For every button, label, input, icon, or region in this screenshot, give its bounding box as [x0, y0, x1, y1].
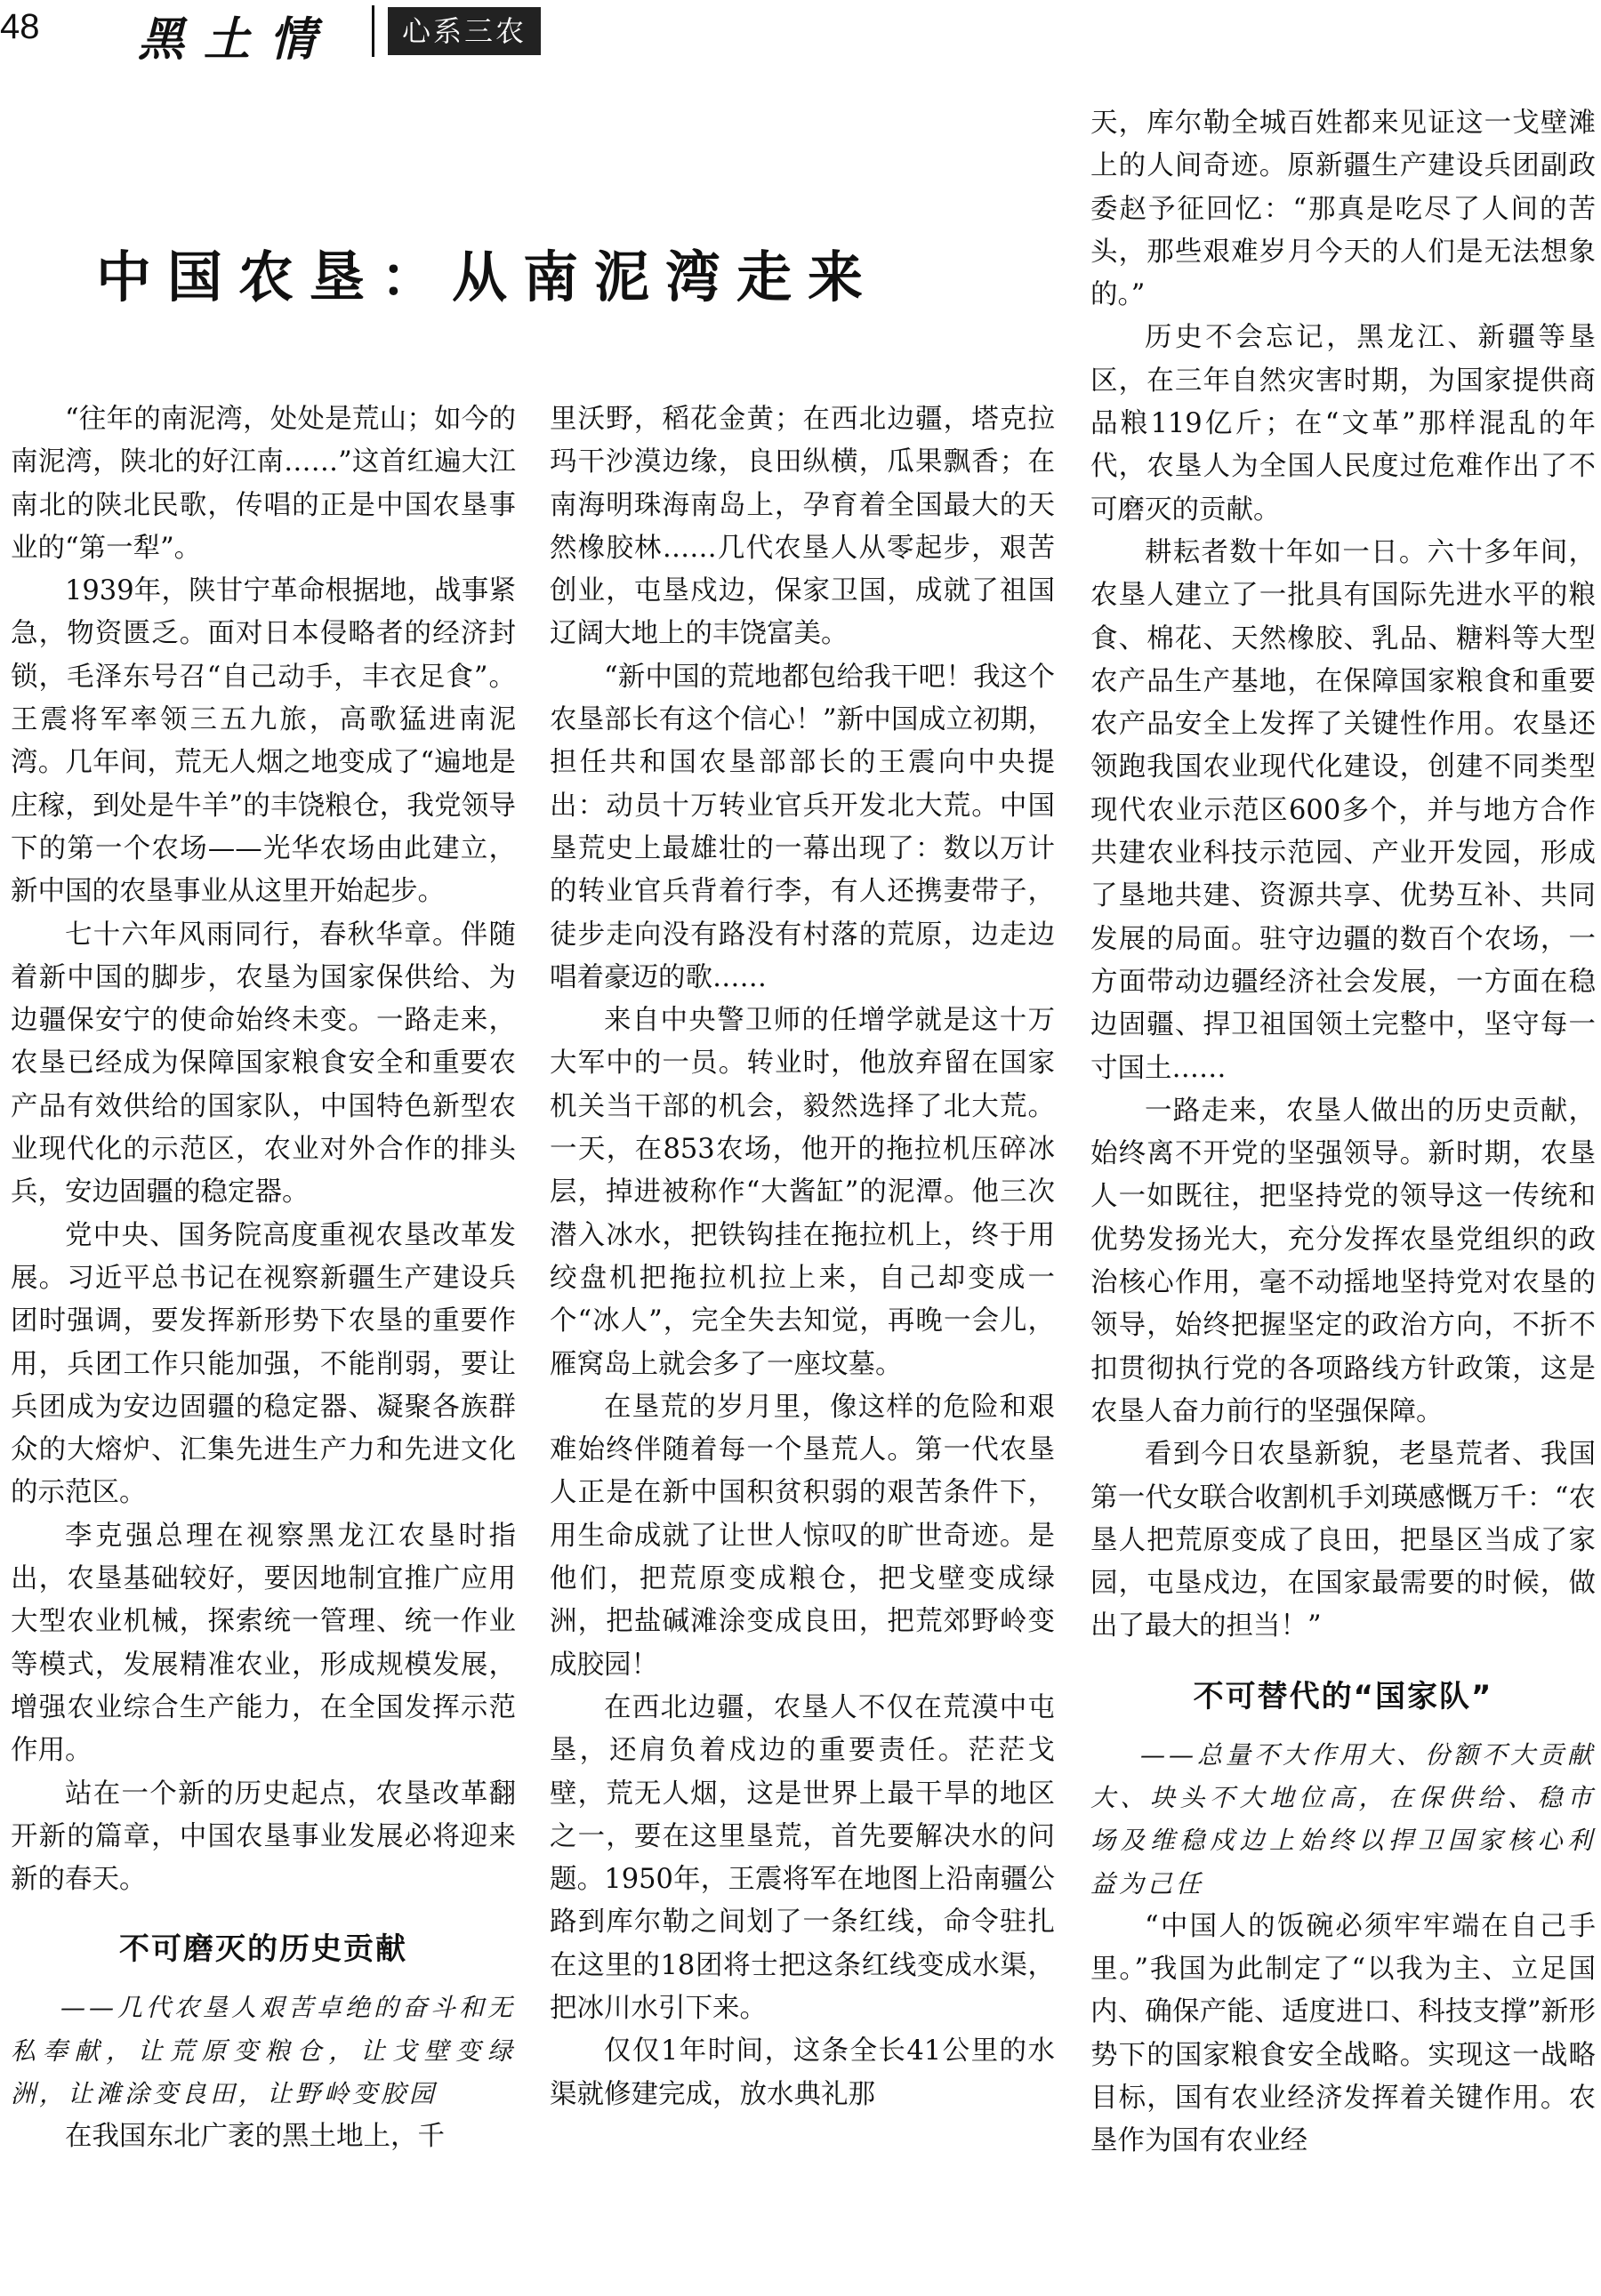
paragraph: 在西北边疆，农垦人不仅在荒漠中屯垦，还肩负着戍边的重要责任。茫茫戈壁，荒无人烟，这是世界上最干旱的地区之一，要在这里垦荒，首先要解决水的问题。1950年，王震将军在地图上沿南疆公路到库尔勒之间划了一条红线，命令驻扎在这里的18团将士把这条红线变成水渠，把冰川水引下来。 — [550, 1691, 1055, 2024]
paragraph: 耕耘者数十年如一日。六十多年间，农垦人建立了一批具有国际先进水平的粮食、棉花、天然橡胶、乳品、糖料等大型农产品生产基地，在保障国家粮食和重要农产品安全上发挥了关键性作用。农垦还领跑我国农业现代化建设，创建不同类型现代农业示范区600多个，并与地方合作共建农业科技示范园、产业开发园，形成了垦地共建、资源共享、优势互补、共同发展的局面。驻守边疆的数百个农场，一方面带动边疆经济社会发展，一方面在稳边固疆、捍卫祖国领土完整中，坚守每一寸国土…… — [1090, 536, 1596, 1084]
paragraph: 七十六年风雨同行，春秋华章。伴随着新中国的脚步，农垦为国家保供给、为边疆保安宁的使命始终未变。一路走来，农垦已经成为保障国家粮食安全和重要农产品有效供给的国家队，中国特色新型农业现代化的示范区，农业对外合作的排头兵，安边固疆的稳定器。 — [11, 919, 516, 1208]
paragraph: 来自中央警卫师的任增学就是这十万大军中的一员。转业时，他放弃留在国家机关当干部的机会，毅然选择了北大荒。一天，在853农场，他开的拖拉机压碎冰层，掉进被称作“大酱缸”的泥潭。他三次潜入冰水，把铁钩挂在拖拉机上，终于用绞盘机把拖拉机拉上来，自己却变成一个“冰人”，完全失去知觉，再晚一会儿，雁窝岛上就会多了一座坟墓。 — [550, 1005, 1055, 1380]
paragraph: 站在一个新的历史起点，农垦改革翻开新的篇章，中国农垦事业发展必将迎来新的春天。 — [11, 1778, 516, 1896]
paragraph-continuation: 天，库尔勒全城百姓都来见证这一戈壁滩上的人间奇迹。原新疆生产建设兵团副政委赵予征回忆：“那真是吃尽了人间的苦头，那些艰难岁月今天的人们是无法想象的。” — [1090, 108, 1596, 311]
header-divider — [372, 5, 374, 57]
page-header — [0, 0, 1601, 67]
paragraph: 看到今日农垦新貌，老垦荒者、我国第一代女联合收割机手刘瑛感慨万千：“农垦人把荒原变成了良田，把垦区当成了家园，屯垦戍边，在国家最需要的时候，做出了最大的担当！” — [1090, 1439, 1596, 1642]
paragraph: 李克强总理在视察黑龙江农垦时指出，农垦基础较好，要因地制宜推广应用大型农业机械，探索统一管理、统一作业等模式，发展精准农业，形成规模发展，增强农业综合生产能力，在全国发挥示范作用。 — [11, 1520, 516, 1767]
section-tag: 心系三农 — [388, 7, 541, 55]
column-3 — [1090, 102, 1596, 2164]
paragraph: “新中国的荒地都包给我干吧！我这个农垦部长有这个信心！”新中国成立初期，担任共和国农垦部部长的王震向中央提出：动员十万转业官兵开发北大荒。中国垦荒史上最雄壮的一幕出现了：数以万计的转业官兵背着行李，有人还携妻带子，徒步走向没有路没有村落的荒原，边走边唱着豪迈的歌…… — [550, 661, 1055, 993]
article-title: 中国农垦：从南泥湾走来 — [96, 245, 880, 309]
magazine-logo: 黑土情 — [138, 12, 336, 67]
section-subtitle: ——几代农垦人艰苦卓绝的奋斗和无私奉献，让荒原变粮仓，让戈壁变绿洲，让滩涂变良田，让野岭变胶园 — [11, 1993, 517, 2108]
paragraph: 在我国东北广袤的黑土地上，千 — [65, 2121, 445, 2153]
paragraph: 党中央、国务院高度重视农垦改革发展。习近平总书记在视察新疆生产建设兵团时强调，要发挥新形势下农垦的重要作用，兵团工作只能加强，不能削弱，要让兵团成为安边固疆的稳定器、凝聚各族群众的大熔炉、汇集先进生产力和先进文化的示范区。 — [11, 1219, 516, 1509]
column-1 — [11, 398, 516, 2159]
paragraph-continuation: 里沃野，稻花金黄；在西北边疆，塔克拉玛干沙漠边缘，良田纵横，瓜果飘香；在南海明珠海南岛上，孕育着全国最大的天然橡胶林……几代农垦人从零起步，艰苦创业，屯垦戍边，保家卫国，成就了祖国辽阔大地上的丰饶富美。 — [550, 404, 1055, 650]
paragraph: 一路走来，农垦人做出的历史贡献，始终离不开党的坚强领导。新时期，农垦人一如既往，把坚持党的领导这一传统和优势发扬光大，充分发挥农垦党组织的政治核心作用，毫不动摇地坚持党对农垦的领导，始终把握坚定的政治方向，不折不扣贯彻执行党的各项路线方针政策，这是农垦人奋力前行的坚强保障。 — [1090, 1095, 1596, 1427]
paragraph: “中国人的饭碗必须牢牢端在自己手里。”我国为此制定了“以我为主、立足国内、确保产能、适度进口、科技支撑”新形势下的国家粮食安全战略。实现这一战略目标，国有农业经济发挥着关键作用。农垦作为国有农业经 — [1090, 1910, 1596, 2157]
paragraph: 在垦荒的岁月里，像这样的危险和艰难始终伴随着每一个垦荒人。第一代农垦人正是在新中国积贫积弱的艰苦条件下，用生命成就了让世人惊叹的旷世奇迹。是他们，把荒原变成粮仓，把戈壁变成绿洲，把盐碱滩涂变成良田，把荒郊野岭变成胶园！ — [550, 1391, 1055, 1681]
section-subtitle: ——总量不大作用大、份额不大贡献大、块头不大地位高，在保供给、稳市场及维稳戍边上始终以捍卫国家核心利益为己任 — [1090, 1739, 1597, 1899]
paragraph: “往年的南泥湾，处处是荒山；如今的南泥湾，陕北的好江南……”这首红遍大江南北的陕北民歌，传唱的正是中国农垦事业的“第一犁”。 — [11, 404, 516, 564]
column-2 — [550, 398, 1055, 2116]
section-heading: 不可替代的“国家队” — [1193, 1678, 1493, 1714]
section-heading: 不可磨灭的历史贡献 — [119, 1931, 407, 1968]
paragraph: 1939年，陕甘宁革命根据地，战事紧急，物资匮乏。面对日本侵略者的经济封锁，毛泽东号召“自己动手，丰衣足食”。王震将军率领三五九旅，高歌猛进南泥湾。几年间，荒无人烟之地变成了“遍地是庄稼，到处是牛羊”的丰饶粮仓，我党领导下的第一个农场——光华农场由此建立，新中国的农垦事业从这里开始起步。 — [11, 575, 516, 908]
paragraph: 历史不会忘记，黑龙江、新疆等垦区，在三年自然灾害时期，为国家提供商品粮119亿斤；在“文革”那样混乱的年代，农垦人为全国人民度过危难作出了不可磨灭的贡献。 — [1090, 322, 1596, 526]
paragraph: 仅仅1年时间，这条全长41公里的水渠就修建完成，放水典礼那 — [550, 2035, 1055, 2110]
page-number: 48 — [0, 7, 40, 46]
